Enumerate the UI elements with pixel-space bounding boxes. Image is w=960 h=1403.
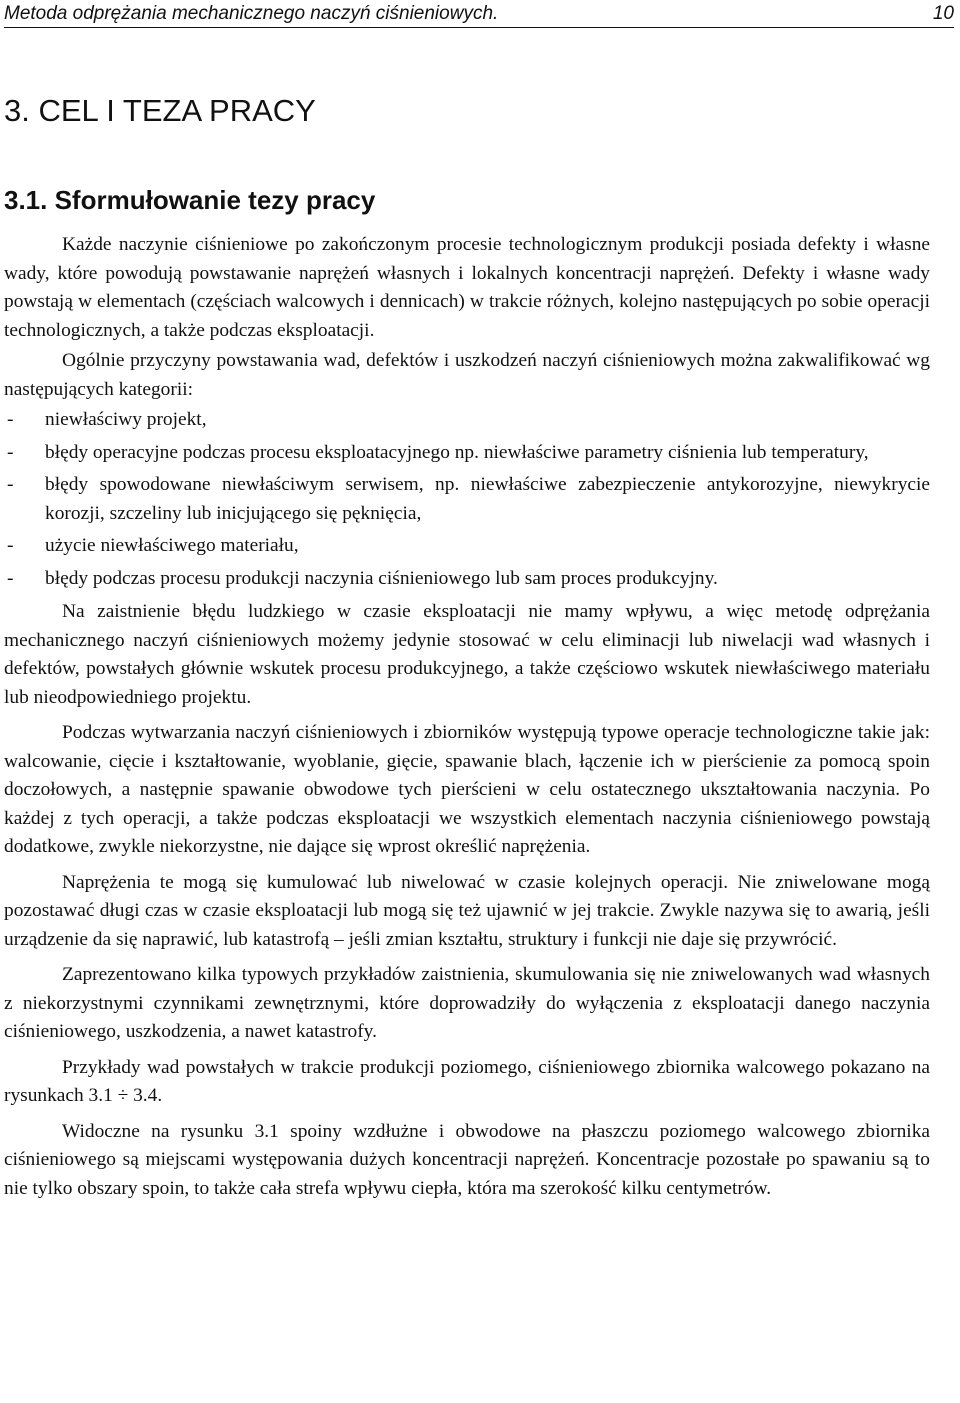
list-item-text: błędy podczas procesu produkcji naczynia ciśnieniowego lub sam proces produkcyjny. xyxy=(45,567,718,589)
list-item-text: błędy spowodowane niewłaściwym serwisem, np. niewłaściwe zabezpieczenie antykorozyjne, niewykrycie korozji, szczeliny lub inicjującego się pęknięcia, xyxy=(45,474,930,524)
list-item-text: niewłaściwy projekt, xyxy=(45,409,207,430)
paragraph-manufacturing: Podczas wytwarzania naczyń ciśnieniowych i zbiorników występują typowe operacje technologiczne takie jak: walcowanie, cięcie i kształtowanie, wyoblanie, gięcie, spawanie blach, łączenie ich w pierścienie za pomocą spoin doczołowych, a następnie spawanie obwodowe tych pierścieni w celu ostatecznego ukształtowania naczynia. Po każdej z tych operacji, a także podczas eksploatacji we wszystkich elementach naczynia ciśnieniowego powstają dodatkowe, zwykle niekorzystne, nie dające się wprost określić naprężenia. xyxy=(4,722,930,857)
list-dash: - xyxy=(7,409,14,430)
list-item xyxy=(4,532,930,561)
paragraph-welds: Widoczne na rysunku 3.1 spoiny wzdłużne i obwodowe na płaszczu poziomego walcowego zbiornika ciśnieniowego są miejscami występowania dużych koncentracji naprężeń. Koncentracje pozostałe po spawaniu są to nie tylko obszary spoin, to także cała strefa wpływu ciepła, która ma szerokość kilku centymetrów. xyxy=(4,1120,930,1199)
list-dash: - xyxy=(7,474,14,495)
paragraph-examples-intro: Zaprezentowano kilka typowych przykładów zaistnienia, skumulowania się nie zniwelowanych wad własnych z niekorzystnymi czynnikami zewnętrznymi, które doprowadziły do wyłączenia z eksploatacji danego naczynia ciśnieniowego, uszkodzenia, a nawet katastrofy. xyxy=(4,964,930,1042)
list-item-text: użycie niewłaściwego materiału, xyxy=(45,535,299,556)
header-rule xyxy=(4,27,954,28)
list-item xyxy=(4,439,930,468)
paragraph-causes-intro: Ogólnie przyczyny powstawania wad, defektów i uszkodzeń naczyń ciśnieniowych można zakwalifikować wg następujących kategorii: xyxy=(4,350,930,400)
list-item xyxy=(4,565,930,594)
running-header-title: Metoda odprężania mechanicznego naczyń ciśnieniowych. xyxy=(4,3,499,24)
chapter-title: 3. CEL I TEZA PRACY xyxy=(4,93,316,128)
list-dash: - xyxy=(7,535,14,556)
list-item xyxy=(4,471,930,528)
paragraph-human-error: Na zaistnienie błędu ludzkiego w czasie eksploatacji nie mamy wpływu, a więc metodę odprężania mechanicznego naczyń ciśnieniowych możemy jedynie stosować w celu eliminacji lub niwelacji wad własnych i defektów, powstałych głównie wskutek procesu produkcyjnego, a także częściowo wskutek niewłaściwego materiału lub nieodpowiedniego projektu. xyxy=(4,601,930,708)
list-dash: - xyxy=(7,567,14,589)
causes-list xyxy=(4,406,930,593)
paragraph-figure-reference: Przykłady wad powstałych w trakcie produkcji poziomego, ciśnieniowego zbiornika walcowego pokazano na rysunkach 3.1 ÷ 3.4. xyxy=(4,1056,930,1106)
page-number: 10 xyxy=(932,3,954,24)
list-item xyxy=(4,406,930,435)
list-dash: - xyxy=(7,441,14,463)
section-title: 3.1. Sformułowanie tezy pracy xyxy=(4,185,376,215)
paragraph-defects: Każde naczynie ciśnieniowe po zakończonym procesie technologicznym produkcji posiada defekty i własne wady, które powodują powstawanie naprężeń własnych i lokalnych koncentracji naprężeń. Defekty i własne wady powstają w elementach (częściach walcowych i dennicach) w trakcie różnych, kolejno następujących po sobie operacji technologicznych, a także podczas eksploatacji. xyxy=(4,234,930,341)
body-text xyxy=(4,231,930,1203)
paragraph-stress-accumulation: Naprężenia te mogą się kumulować lub niwelować w czasie kolejnych operacji. Nie zniwelowane mogą pozostawać długi czas w czasie eksploatacji lub mogą się też ujawnić w jej trakcie. Zwykle nazywa się to awarią, jeśli urządzenie da się naprawić, lub katastrofą – jeśli zmian kształtu, struktury i funkcji nie daje się przywrócić. xyxy=(4,871,930,950)
list-item-text: błędy operacyjne podczas procesu eksploatacyjnego np. niewłaściwe parametry ciśnienia lub temperatury, xyxy=(45,441,869,463)
